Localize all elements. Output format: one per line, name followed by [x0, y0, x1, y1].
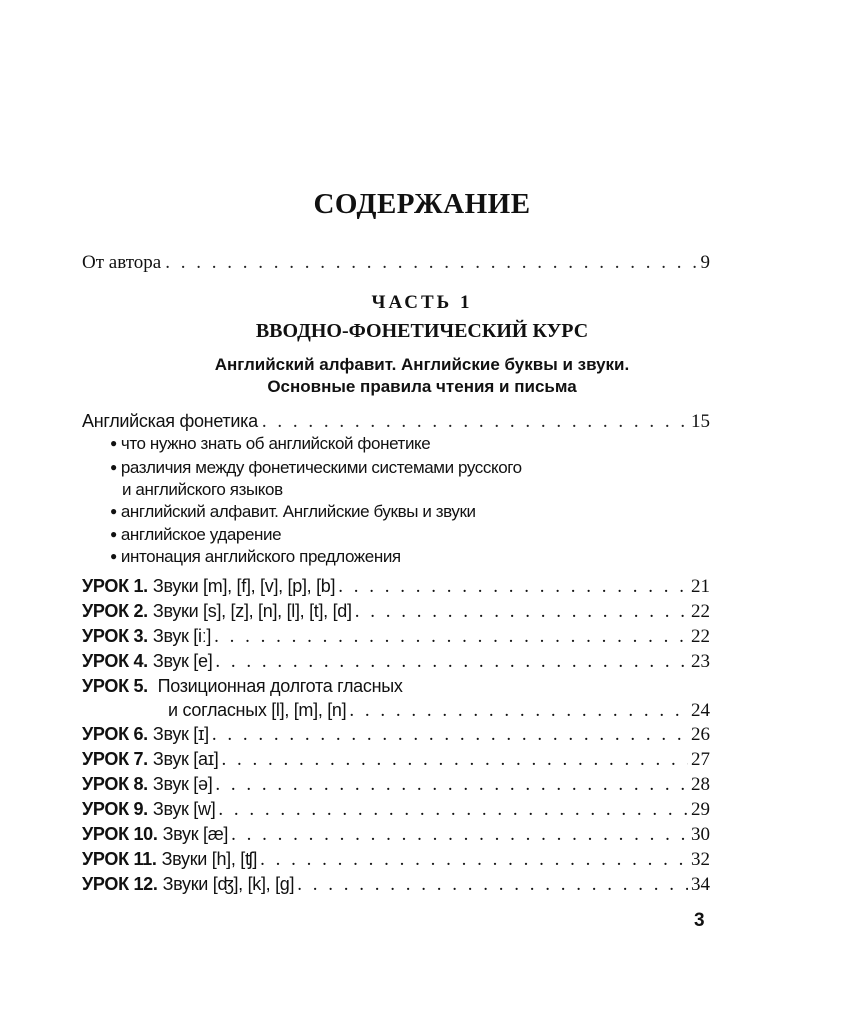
lesson-number: УРОК 2. [82, 601, 148, 621]
bullet-item [110, 434, 430, 455]
lesson-entry [82, 649, 710, 674]
bullet-item [110, 458, 522, 479]
dot-leader [218, 798, 688, 822]
dot-leader [165, 252, 696, 274]
toc-entry-page: 15 [691, 411, 710, 432]
page-title: СОДЕРЖАНИЕ [313, 188, 531, 220]
lesson-page: 22 [691, 601, 710, 622]
lesson-page: 32 [691, 849, 710, 870]
dot-leader [260, 848, 688, 872]
lesson-title: Звук [ə] [152, 774, 213, 794]
toc-entry-page: 9 [700, 252, 710, 273]
lesson-page: 29 [691, 799, 710, 820]
lesson-entry [82, 747, 710, 772]
lesson-title-continued: и согласных [l], [m], [n] [168, 700, 347, 720]
lesson-title: Звук [w] [152, 799, 216, 819]
lesson-entry [82, 574, 710, 599]
bullet-dot-icon: ● [110, 549, 117, 563]
dot-leader [338, 575, 688, 599]
part-title: ВВОДНО-ФОНЕТИЧЕСКИЙ КУРС [255, 320, 589, 342]
lesson-number: УРОК 10. [82, 824, 158, 844]
dot-leader [355, 600, 688, 624]
part-subtitle-line-2: Основные правила чтения и письма [267, 377, 577, 396]
bullet-item [110, 547, 401, 568]
dot-leader [215, 773, 688, 797]
bullet-text: различия между фонетическими системами русского [120, 458, 522, 477]
lesson-number: УРОК 12. [82, 874, 158, 894]
toc-entry-label: От автора [82, 252, 162, 273]
lesson-number: УРОК 4. [82, 651, 148, 671]
lesson-title: Звуки [m], [f], [v], [p], [b] [152, 576, 336, 596]
lesson-page: 21 [691, 576, 710, 597]
lesson-entry [82, 847, 710, 872]
part-label: ЧАСТЬ 1 [371, 292, 473, 313]
lesson-title: Звуки [ʤ], [k], [g] [162, 874, 295, 894]
lesson-page: 24 [691, 700, 710, 721]
lesson-page: 30 [691, 824, 710, 845]
lesson-title: Звуки [s], [z], [n], [l], [t], [d] [152, 601, 352, 621]
lesson-title: Звук [aɪ] [152, 749, 219, 769]
toc-entry-label: Английская фонетика [82, 411, 258, 431]
dot-leader [262, 411, 687, 433]
lesson-number: УРОК 1. [82, 576, 148, 596]
lesson-entry [82, 797, 710, 822]
lesson-title: Звук [iː] [152, 626, 212, 646]
page-number: 3 [694, 910, 705, 931]
dot-leader [349, 699, 688, 723]
bullet-dot-icon: ● [110, 504, 117, 518]
lesson-number: УРОК 7. [82, 749, 148, 769]
lesson-page: 26 [691, 724, 710, 745]
dot-leader [215, 650, 688, 674]
dot-leader [212, 723, 688, 747]
bullet-item [110, 525, 281, 546]
part-subtitle-line-1: Английский алфавит. Английские буквы и звуки. [214, 355, 630, 374]
lesson-entry-continued [168, 698, 710, 723]
bullet-text-continued: и английского языков [122, 480, 283, 499]
bullet-text: интонация английского предложения [120, 547, 401, 566]
lesson-number: УРОК 6. [82, 724, 148, 744]
toc-entry-phonetics [82, 410, 710, 433]
lesson-entry [82, 722, 710, 747]
lesson-entry [82, 674, 403, 698]
lesson-entry [82, 872, 710, 897]
lesson-title: Звук [æ] [162, 824, 229, 844]
lesson-page: 28 [691, 774, 710, 795]
lesson-title: Позиционная долгота гласных [157, 676, 403, 696]
toc-entry-author [82, 252, 710, 274]
lesson-page: 23 [691, 651, 710, 672]
dot-leader [231, 823, 688, 847]
lesson-entry [82, 822, 710, 847]
lesson-title: Звук [e] [152, 651, 213, 671]
dot-leader [214, 625, 688, 649]
lesson-entry [82, 599, 710, 624]
bullet-text: английское ударение [120, 525, 282, 544]
bullet-text: английский алфавит. Английские буквы и звуки [120, 502, 476, 521]
dot-leader [222, 748, 688, 772]
bullet-dot-icon: ● [110, 460, 117, 474]
bullet-dot-icon: ● [110, 527, 117, 541]
bullet-dot-icon: ● [110, 436, 117, 450]
lesson-page: 34 [691, 874, 710, 895]
lesson-number: УРОК 5. [82, 676, 148, 696]
lesson-title: Звуки [h], [ʧ] [161, 849, 258, 869]
bullet-text: что нужно знать об английской фонетике [120, 434, 431, 453]
dot-leader [297, 873, 688, 897]
lesson-number: УРОК 3. [82, 626, 148, 646]
lesson-entry [82, 624, 710, 649]
lesson-number: УРОК 9. [82, 799, 148, 819]
lesson-title: Звук [ɪ] [152, 724, 209, 744]
lesson-number: УРОК 11. [82, 849, 157, 869]
lesson-entry [82, 772, 710, 797]
lesson-page: 22 [691, 626, 710, 647]
lesson-page: 27 [691, 749, 710, 770]
lesson-number: УРОК 8. [82, 774, 148, 794]
bullet-item [110, 502, 476, 523]
